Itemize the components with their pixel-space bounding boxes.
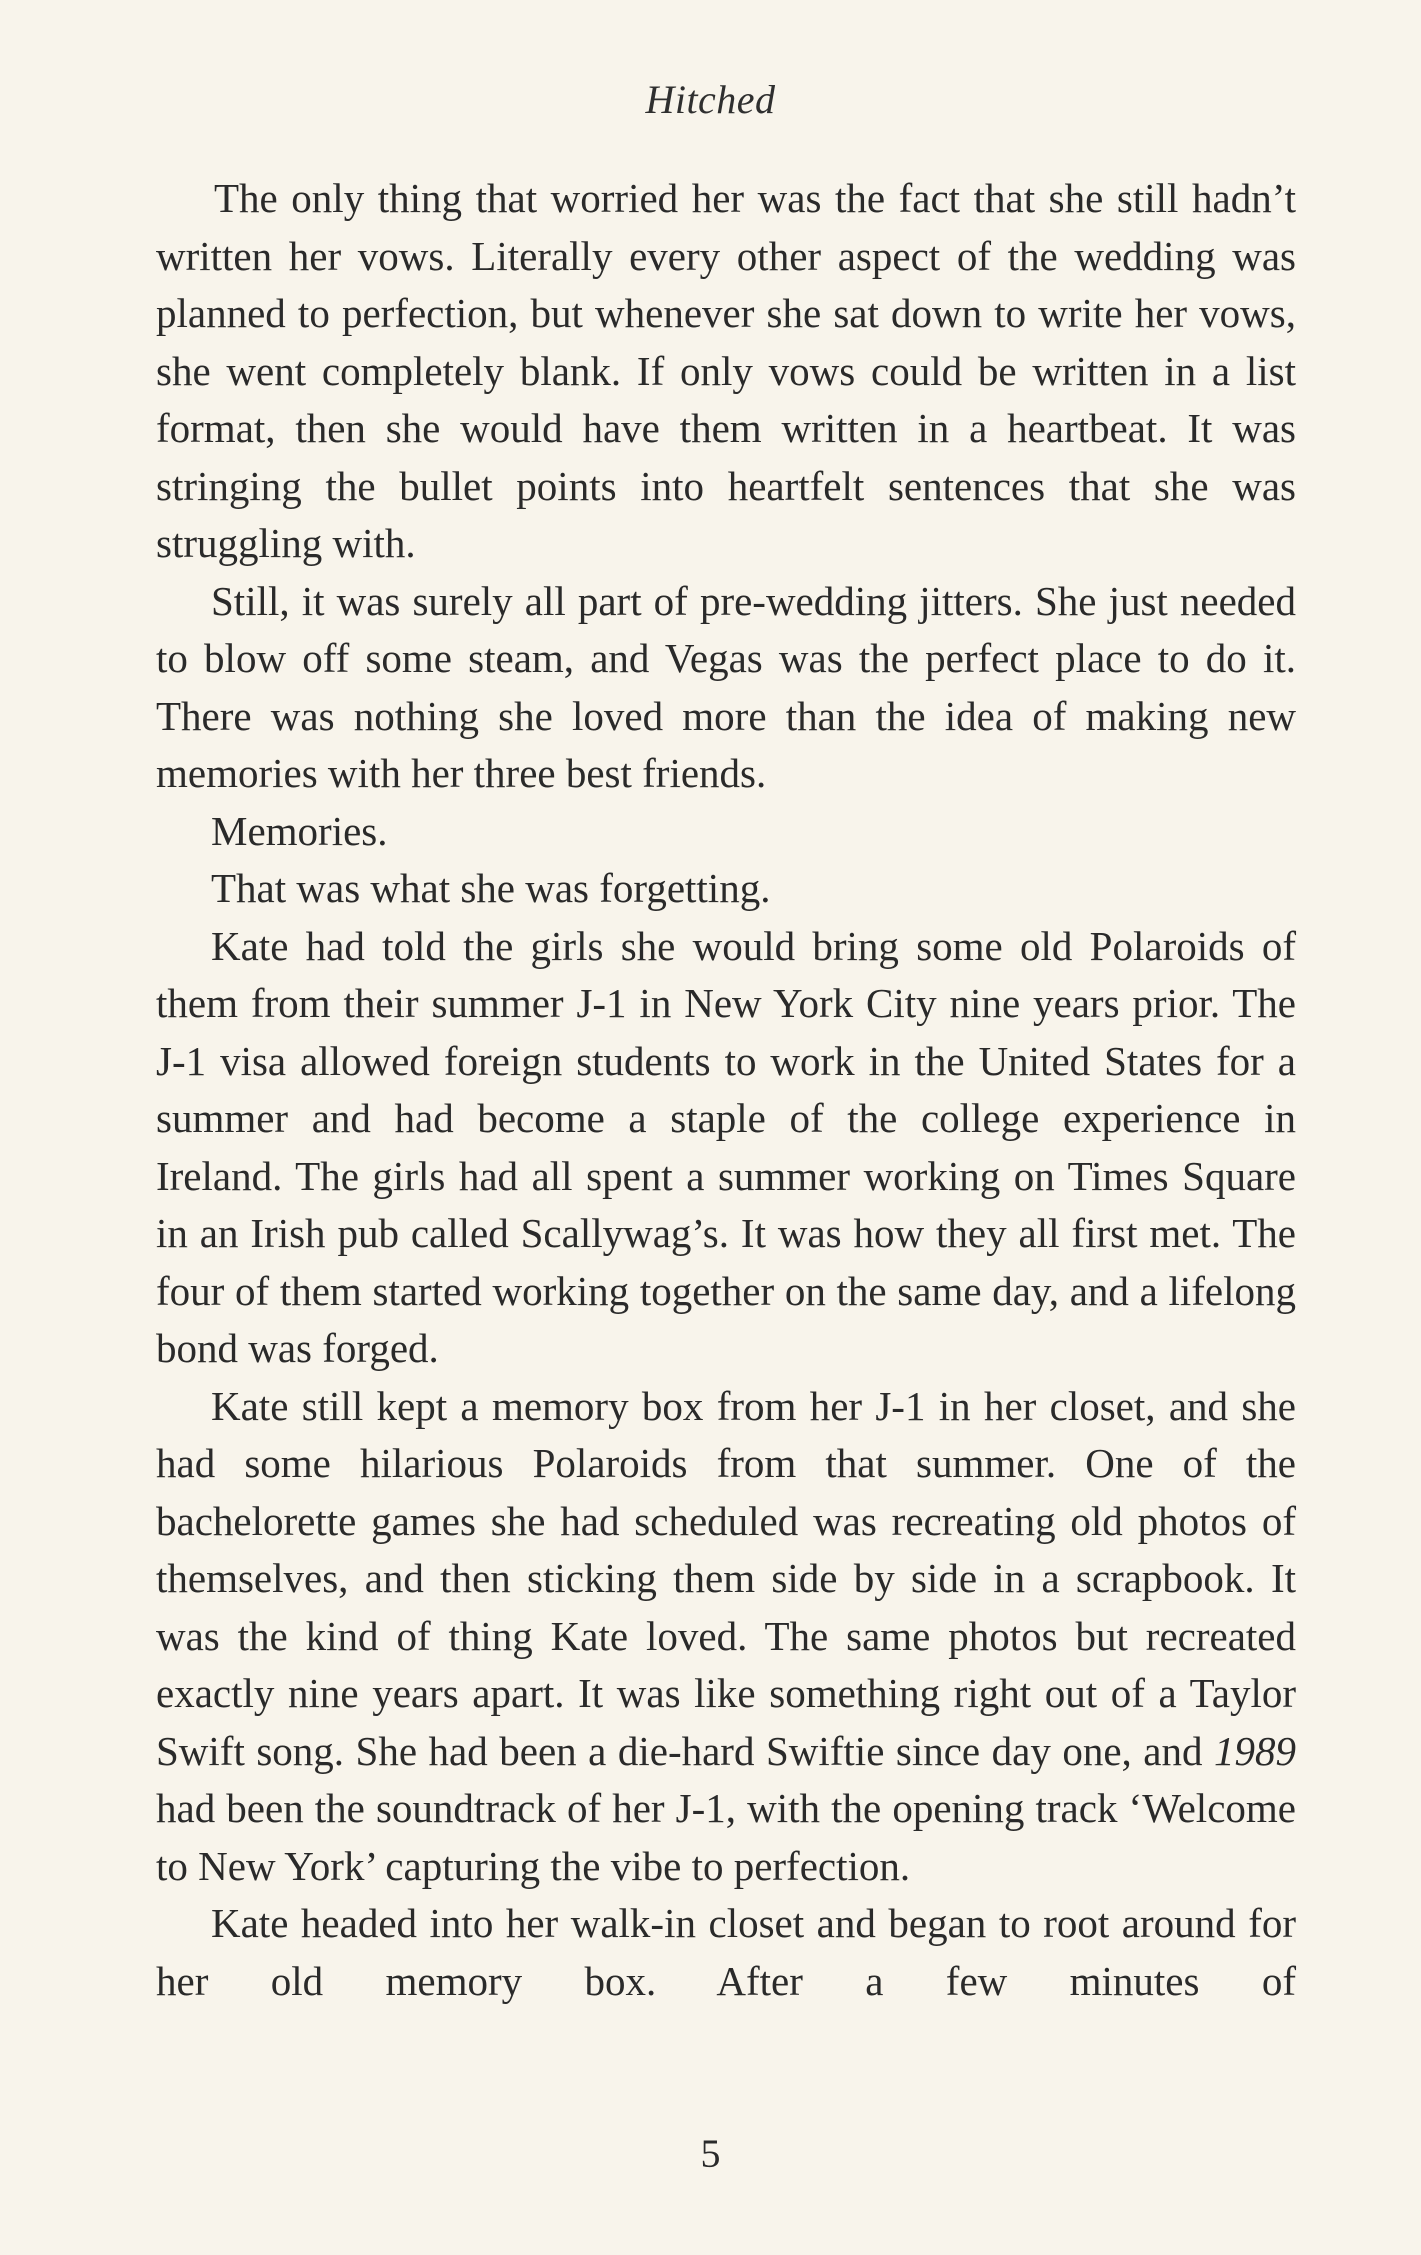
paragraph bbox=[156, 1378, 1296, 1896]
paragraph: Memories. bbox=[211, 807, 388, 854]
body-text bbox=[156, 170, 1296, 2010]
paragraph: The only thing that worried her was the fact that she still hadn’t written her vows. Literally every other aspect of the wedding was planned to perfection, but whenever she sat down to write her vows, she went completely blank. If only vows could be written in a list format, then she would have them written in a heartbeat. It was stringing the bullet points into heartfelt sentences that she was struggling with. bbox=[156, 175, 1296, 566]
paragraph: That was what she was forgetting. bbox=[211, 865, 771, 911]
paragraph-text: had been the soundtrack of her J-1, with the opening track ‘Welcome to New York’ capturing the vibe to perfection. bbox=[156, 1785, 1296, 1889]
paragraph: Kate headed into her walk-in closet and began to root around for her old memory box. After a few minutes of bbox=[156, 1900, 1296, 2004]
album-title: 1989 bbox=[1214, 1727, 1296, 1774]
paragraph: Still, it was surely all part of pre-wedding jitters. She just needed to blow off some steam, and Vegas was the perfect place to do it. There was nothing she loved more than the idea of making new memories with her three best friends. bbox=[156, 577, 1296, 796]
paragraph-text: Kate still kept a memory box from her J-1 in her closet, and she had some hilarious Polaroids from that summer. One of the bachelorette games she had scheduled was recreating old photos of themselves, and then sticking them side by side in a scrapbook. It was the kind of thing Kate loved. The same photos but recreated exactly nine years apart. It was like something right out of a Taylor Swift song. She had been a die-hard Swiftie since day one, and bbox=[156, 1382, 1296, 1774]
running-head: Hitched bbox=[645, 77, 776, 122]
paragraph: Kate had told the girls she would bring some old Polaroids of them from their summer J-1 in New York City nine years prior. The J-1 visa allowed foreign students to work in the United States for a summer and had become a staple of the college experience in Ireland. The girls had all spent a summer working on Times Square in an Irish pub called Scallywag’s. It was how they all first met. The four of them started working together on the same day, and a lifelong bond was forged. bbox=[156, 922, 1296, 1371]
page-number: 5 bbox=[700, 2131, 721, 2176]
